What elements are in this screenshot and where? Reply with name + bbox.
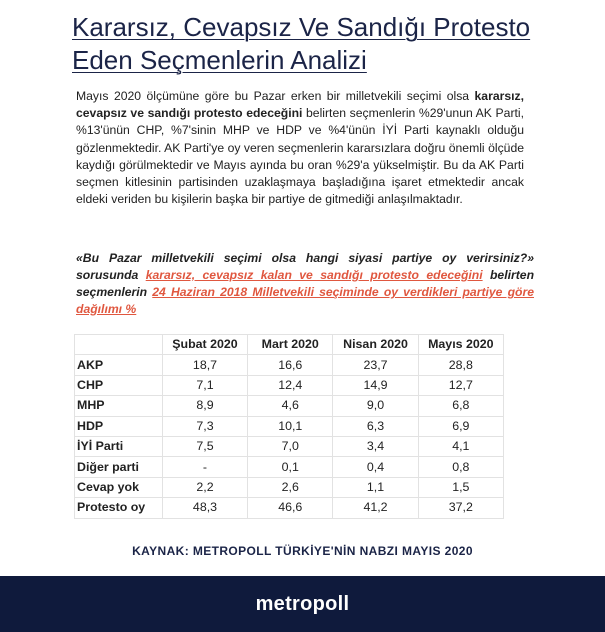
question-text-1: sorusunda xyxy=(76,268,146,282)
question-highlight-1: kararsız, cevapsız kalan ve sandığı protesto edeceğini xyxy=(145,268,483,282)
page-title xyxy=(72,11,552,77)
table-row xyxy=(75,375,504,395)
table-cell: 18,7 xyxy=(162,355,247,375)
table-cell: 9,0 xyxy=(333,396,418,416)
table-row xyxy=(75,477,504,497)
intro-paragraph xyxy=(76,88,524,208)
table-cell: 23,7 xyxy=(333,355,418,375)
question-quote: «Bu Pazar milletvekili seçimi olsa hangi siyasi partiye oy verirsiniz?» xyxy=(76,251,534,265)
table-cell: 28,8 xyxy=(418,355,503,375)
table-header-row xyxy=(75,335,504,355)
table-cell: 4,6 xyxy=(248,396,333,416)
table-cell: - xyxy=(162,457,247,477)
question-paragraph xyxy=(76,250,534,318)
footer-bar xyxy=(0,576,605,632)
table-row xyxy=(75,396,504,416)
table-cell: 8,9 xyxy=(162,396,247,416)
row-label: CHP xyxy=(75,375,163,395)
table-cell: 16,6 xyxy=(248,355,333,375)
table-cell: 7,0 xyxy=(248,436,333,456)
table-cell: 37,2 xyxy=(418,498,503,518)
table-cell: 0,1 xyxy=(248,457,333,477)
table-row xyxy=(75,498,504,518)
table-header-cell: Nisan 2020 xyxy=(333,335,418,355)
results-table xyxy=(74,334,504,519)
row-label: Protesto oy xyxy=(75,498,163,518)
footer-logo: metropoll xyxy=(255,592,350,615)
row-label: MHP xyxy=(75,396,163,416)
table-cell: 41,2 xyxy=(333,498,418,518)
table-cell: 0,4 xyxy=(333,457,418,477)
table-cell: 1,5 xyxy=(418,477,503,497)
table-cell: 2,6 xyxy=(248,477,333,497)
row-label: AKP xyxy=(75,355,163,375)
table-row xyxy=(75,355,504,375)
table-cell: 7,5 xyxy=(162,436,247,456)
table-header-cell xyxy=(75,335,163,355)
row-label: HDP xyxy=(75,416,163,436)
question-text-2: belirten seçmenlerin xyxy=(76,268,535,299)
table-row xyxy=(75,457,504,477)
table-cell: 3,4 xyxy=(333,436,418,456)
intro-text-2: belirten seçmenlerin %29'unun AK Parti, %13'ünün CHP, %7'sinin MHP ve HDP ve %4'ünün İYİ Parti kaynaklı olduğu gözlenmektedir. AK Parti'ye oy veren seçmenlerin kararsızlara doğru önemli ölçüde kaydığı görülmektedir ve Mayıs ayında bu oran %29'a yükselmiştir. Bu da AK Parti seçmen kitlesinin partisinden uzaklaşmaya başladığına işaret etmektedir ancak eldeki veriden bu kişilerin başka bir partiye de gitmediği anlaşılmaktadır. xyxy=(76,106,524,207)
title-line-1: Kararsız, Cevapsız Ve Sandığı Protesto xyxy=(72,12,531,42)
table-cell: 12,4 xyxy=(248,375,333,395)
table-cell: 6,3 xyxy=(333,416,418,436)
title-line-2: Eden Seçmenlerin Analizi xyxy=(72,45,367,75)
row-label: Cevap yok xyxy=(75,477,163,497)
table-header-cell: Mayıs 2020 xyxy=(418,335,503,355)
table-cell: 0,8 xyxy=(418,457,503,477)
source-note: KAYNAK: METROPOLL TÜRKİYE'NİN NABZI MAYIS 2020 xyxy=(132,544,473,558)
question-highlight-2: 24 Haziran 2018 Milletvekili seçiminde oy verdikleri partiye göre dağılımı % xyxy=(76,285,534,316)
table-cell: 12,7 xyxy=(418,375,503,395)
table-cell: 6,9 xyxy=(418,416,503,436)
table-cell: 4,1 xyxy=(418,436,503,456)
table-header-cell: Mart 2020 xyxy=(248,335,333,355)
intro-text-1: Mayıs 2020 ölçümüne göre bu Pazar erken bir milletvekili seçimi olsa xyxy=(76,89,475,103)
table-cell: 2,2 xyxy=(162,477,247,497)
table-cell: 1,1 xyxy=(333,477,418,497)
row-label: İYİ Parti xyxy=(75,436,163,456)
table-cell: 46,6 xyxy=(248,498,333,518)
table-cell: 7,3 xyxy=(162,416,247,436)
intro-bold: kararsız, cevapsız ve sandığı protesto edeceğini xyxy=(76,89,524,121)
table-cell: 6,8 xyxy=(418,396,503,416)
table-cell: 7,1 xyxy=(162,375,247,395)
table-cell: 14,9 xyxy=(333,375,418,395)
row-label: Diğer parti xyxy=(75,457,163,477)
table-cell: 10,1 xyxy=(248,416,333,436)
table-cell: 48,3 xyxy=(162,498,247,518)
table-row xyxy=(75,416,504,436)
table-header-cell: Şubat 2020 xyxy=(162,335,247,355)
table-body xyxy=(75,355,504,518)
table-row xyxy=(75,436,504,456)
